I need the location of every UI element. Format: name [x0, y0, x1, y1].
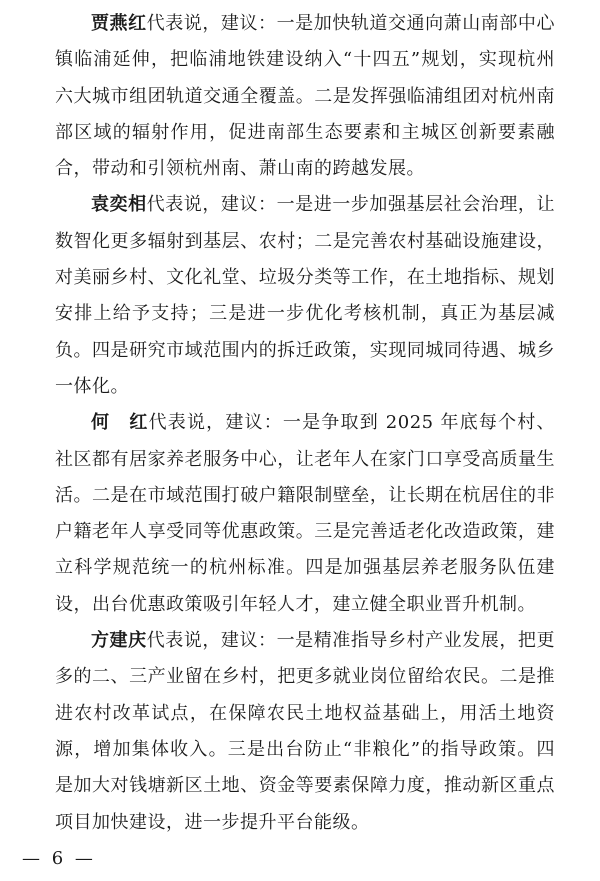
delegate-name: 方建庆 — [91, 630, 147, 652]
paragraph-text: 代表说，建议：一是加快轨道交通向萧山南部中心镇临浦延伸，把临浦地铁建设纳入“十四五”规划，实现杭州六大城市组团轨道交通全覆盖。二是发挥强临浦组团对杭州南部区域的辐射作用，促进南部生态要素和主城区创新要素融合，带动和引领杭州南、萧山南的跨越发展。 — [55, 13, 555, 180]
paragraph-he-hong — [55, 405, 555, 623]
page-number: — 6 — — [22, 848, 96, 869]
document-body — [55, 6, 555, 841]
paragraph-fang-jianqing — [55, 623, 555, 841]
paragraph-text: 代表说，建议：一是争取到 2025 年底每个村、社区都有居家养老服务中心，让老年人在家门口享受高质量生活。二是在市域范围打破户籍限制壁垒，让长期在杭居住的非户籍老年人享受同等优惠政策。三是完善适老化改造政策，建立科学规范统一的杭州标准。四是加强基层养老服务队伍建设，出台优惠政策吸引年轻人才，建立健全职业晋升机制。 — [55, 412, 555, 615]
delegate-name: 贾燕红 — [91, 13, 147, 34]
paragraph-text: 代表说，建议：一是进一步加强基层社会治理，让数智化更多辐射到基层、农村；二是完善农村基础设施建设，对美丽乡村、文化礼堂、垃圾分类等工作，在土地指标、规划安排上给予支持；三是进一步优化考核机制，真正为基层减负。四是研究市域范围内的拆迁政策，实现同城同待遇、城乡一体化。 — [55, 194, 555, 397]
delegate-name: 何 红 — [91, 412, 149, 434]
paragraph-yuan-yixiang — [55, 187, 555, 405]
delegate-name: 袁奕相 — [91, 194, 147, 216]
paragraph-text: 代表说，建议：一是精准指导乡村产业发展，把更多的二、三产业留在乡村，把更多就业岗位留给农民。二是推进农村改革试点，在保障农民土地权益基础上，用活土地资源，增加集体收入。三是出台防止“非粮化”的指导政策。四是加大对钱塘新区土地、资金等要素保障力度，推动新区重点项目加快建设，进一步提升平台能级。 — [55, 630, 555, 833]
paragraph-jia-yanhong — [55, 6, 555, 187]
